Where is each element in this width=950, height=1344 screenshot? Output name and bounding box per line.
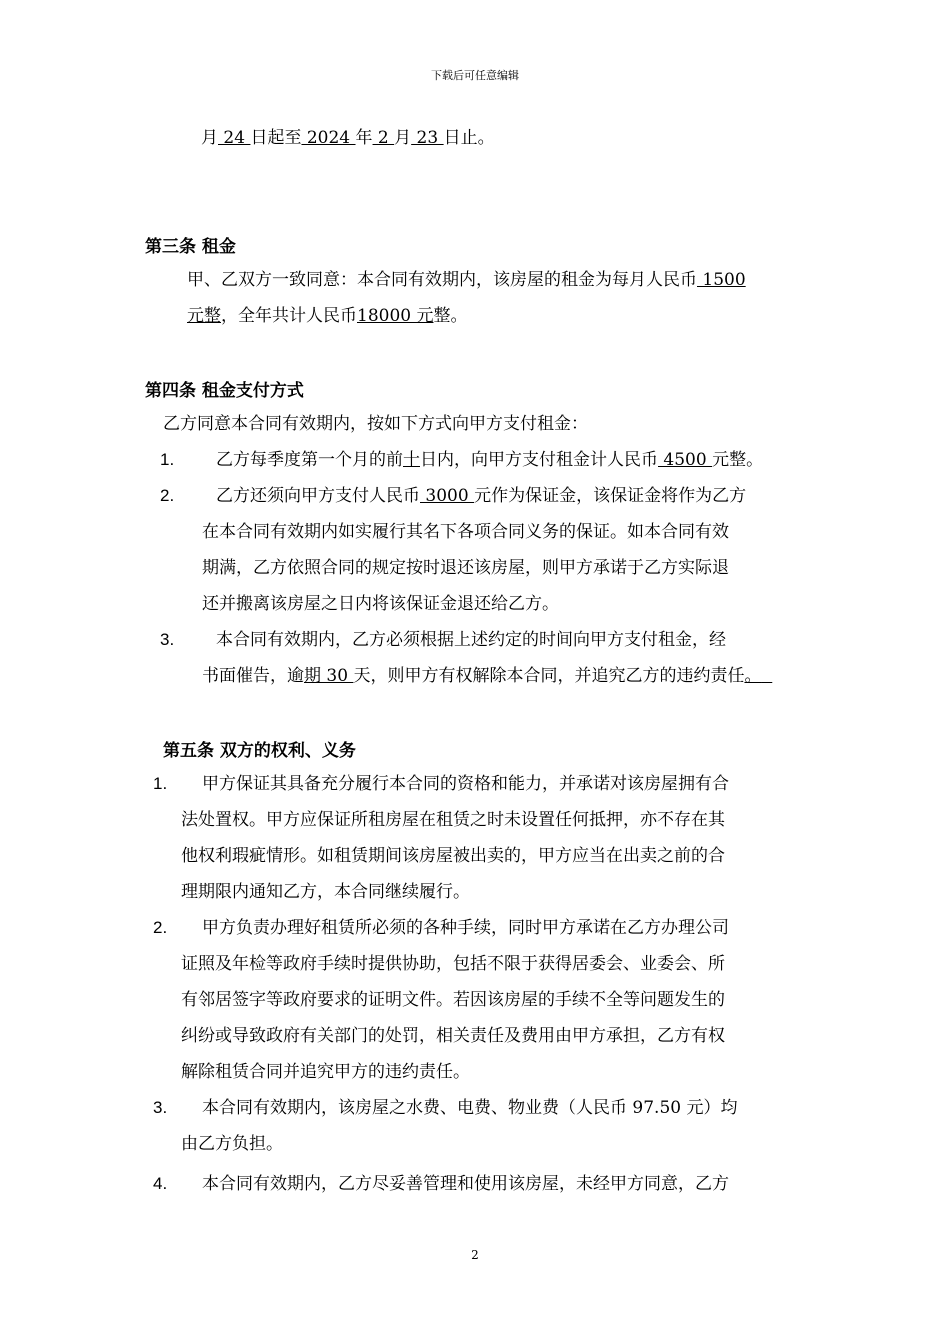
- item-text: 日内，向甲方支付租金计人民币: [420, 450, 658, 470]
- deposit-amount: 3000: [420, 486, 475, 506]
- item-5-1-line-1: 甲方保证其具备充分履行本合同的资格和能力，并承诺对该房屋拥有合: [202, 774, 729, 794]
- trailing-underline: [761, 666, 772, 686]
- end-month: 2: [372, 128, 395, 148]
- item-5-1-line-4: 理期限内通知乙方，本合同继续履行。: [181, 882, 470, 902]
- item-text: 天，则甲方有权解除本合同，并追究乙方的违约责任: [353, 666, 745, 686]
- monthly-rent: 1500: [697, 270, 746, 290]
- article-4-title: 第四条 租金支付方式: [145, 381, 304, 401]
- text-year: 年: [355, 128, 373, 148]
- article-4-intro: 乙方同意本合同有效期内，按如下方式向甲方支付租金：: [163, 414, 588, 434]
- item-5-1-number: 1.: [153, 774, 168, 793]
- item-text: 乙方每季度第一个月的前: [216, 450, 403, 470]
- rent-unit: 元整: [187, 306, 221, 326]
- page-header: 下载后可任意编辑: [431, 69, 519, 82]
- item-5-4-number: 4.: [153, 1174, 168, 1193]
- article-3-line-1: [187, 268, 746, 292]
- item-4-3-number: 3.: [160, 630, 175, 649]
- item-5-3-line-2: 由乙方负担。: [181, 1134, 283, 1154]
- item-text: 乙方还须向甲方支付人民币: [216, 486, 420, 506]
- item-5-2-line-2: 证照及年检等政府手续时提供协助，包括不限于获得居委会、业委会、所: [181, 954, 725, 974]
- start-day: 24: [218, 128, 251, 148]
- text-from-to: 日起至: [250, 128, 302, 148]
- item-5-4-line-1: 本合同有效期内，乙方尽妥善管理和使用该房屋，未经甲方同意，乙方: [202, 1174, 729, 1194]
- article-5-title: 第五条 双方的权利、义务: [163, 741, 356, 761]
- item-4-1-number: 1.: [160, 450, 175, 469]
- item-4-2-line-1: [216, 484, 746, 508]
- item-4-3-line-1: 本合同有效期内，乙方必须根据上述约定的时间向甲方支付租金，经: [216, 630, 726, 650]
- annual-text: ，全年共计人民币: [221, 306, 357, 326]
- rent-text: 甲、乙双方一致同意：本合同有效期内，该房屋的租金为每月人民币: [187, 270, 697, 290]
- text-until: 日止。: [443, 128, 495, 148]
- page-number: 2: [471, 1248, 479, 1262]
- item-5-1-line-3: 他权利瑕疵情形。如租赁期间该房屋被出卖的，甲方应当在出卖之前的合: [181, 846, 725, 866]
- quarterly-amount: 4500: [658, 450, 713, 470]
- end-year: 2024: [301, 128, 356, 148]
- end-day: 23: [411, 128, 444, 148]
- item-4-2-number: 2.: [160, 486, 175, 505]
- item-5-3-line-1: 本合同有效期内，该房屋之水费、电费、物业费（人民币 97.50 元）均: [202, 1098, 738, 1118]
- item-5-1-line-2: 法处置权。甲方应保证所租房屋在租赁之时未设置任何抵押，亦不存在其: [181, 810, 725, 830]
- text-month2: 月: [394, 128, 412, 148]
- article-3-line-2: [187, 304, 467, 328]
- item-5-2-line-5: 解除租赁合同并追究甲方的违约责任。: [181, 1062, 470, 1082]
- item-5-2-line-1: 甲方负责办理好租赁所必须的各种手续，同时甲方承诺在乙方办理公司: [202, 918, 729, 938]
- item-text: 元作为保证金，该保证金将作为乙方: [474, 486, 747, 506]
- item-5-3-number: 3.: [153, 1098, 168, 1117]
- overdue-days: 期 30: [304, 666, 354, 686]
- article-3-title: 第三条 租金: [145, 237, 236, 257]
- lease-period-line: [201, 126, 495, 150]
- item-4-2-line-3: 期满，乙方依照合同的规定按时退还该房屋，则甲方承诺于乙方实际退: [202, 558, 729, 578]
- item-5-2-line-3: 有邻居签字等政府要求的证明文件。若因该房屋的手续不全等问题发生的: [181, 990, 725, 1010]
- period-mark: 。: [744, 666, 762, 686]
- annual-end: 整。: [433, 306, 468, 326]
- item-4-2-line-4: 还并搬离该房屋之日内将该保证金退还给乙方。: [202, 594, 559, 614]
- annual-rent: 18000 元: [357, 306, 434, 326]
- item-4-2-line-2: 在本合同有效期内如实履行其名下各项合同义务的保证。如本合同有效: [202, 522, 729, 542]
- item-4-1-line-1: [216, 448, 763, 472]
- payment-days: 十: [403, 450, 420, 470]
- item-4-3-line-2: [202, 664, 772, 688]
- item-text: 书面催告，逾: [202, 666, 304, 686]
- item-5-2-line-4: 纠纷或导致政府有关部门的处罚，相关责任及费用由甲方承担，乙方有权: [181, 1026, 725, 1046]
- item-5-2-number: 2.: [153, 918, 168, 937]
- item-text: 元整。: [712, 450, 764, 470]
- text-month: 月: [201, 128, 218, 148]
